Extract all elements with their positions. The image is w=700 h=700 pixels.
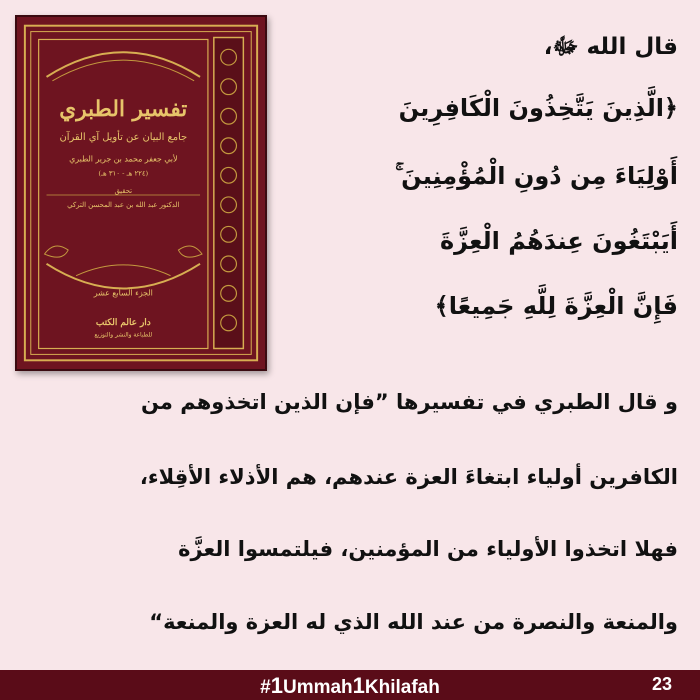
book-editor-label: تحقيق xyxy=(114,187,133,195)
hashtag-word-a: Ummah xyxy=(282,677,353,698)
book-subtitle: جامع البيان عن تأويل آي القرآن xyxy=(59,131,188,143)
book-editor: الدكتور عبد الله بن عبد المحسن التركي xyxy=(67,200,180,209)
tafsir-line-3: فهلا اتخذوا الأولياء من المؤمنين، فيلتمسوا العزَّة xyxy=(178,537,678,561)
page-number: 23 xyxy=(651,674,672,694)
hashtag-one-b: 1 xyxy=(352,673,365,698)
hashtag xyxy=(0,673,700,699)
hashtag-word-b: Khilafah xyxy=(364,677,440,698)
book-dates: (٢٢٤ هـ - ٣١٠ هـ) xyxy=(98,169,149,178)
book-author: لأبي جعفر محمد بن جرير الطبري xyxy=(69,154,178,164)
verse-intro: قال الله ﷻ، xyxy=(543,34,678,60)
footer-bar xyxy=(0,670,700,700)
book-publisher-sub: للطباعة والنشر والتوزيع xyxy=(94,332,153,339)
book-cover-image xyxy=(15,15,267,371)
verse-line-2: أَوْلِيَاءَ مِن دُونِ الْمُؤْمِنِينَ ۚ xyxy=(395,162,678,190)
tafsir-line-2: الكافرين أولياء ابتغاءَ العزة عندهم، هم الأذلاء الأقِلاء، xyxy=(139,465,678,489)
book-publisher: دار عالم الكتب xyxy=(95,317,151,328)
hashtag-one-a: 1 xyxy=(270,673,283,698)
book-title: تفسير الطبري xyxy=(59,97,188,123)
verse-line-1: ﴿الَّذِينَ يَتَّخِذُونَ الْكَافِرِينَ xyxy=(398,94,678,122)
verse-line-4: فَإِنَّ الْعِزَّةَ لِلَّهِ جَمِيعًا﴾ xyxy=(434,292,678,320)
tafsir-line-1: و قال الطبري في تفسيرها ”فإن الذين اتخذوهم من xyxy=(141,390,678,414)
verse-line-3: أَيَبْتَغُونَ عِندَهُمُ الْعِزَّةَ xyxy=(439,227,678,255)
hashtag-hash: # xyxy=(260,677,271,698)
tafsir-line-4: والمنعة والنصرة من عند الله الذي له العزة والمنعة“ xyxy=(149,610,678,634)
book-volume: الجزء السابع عشر xyxy=(93,288,153,298)
